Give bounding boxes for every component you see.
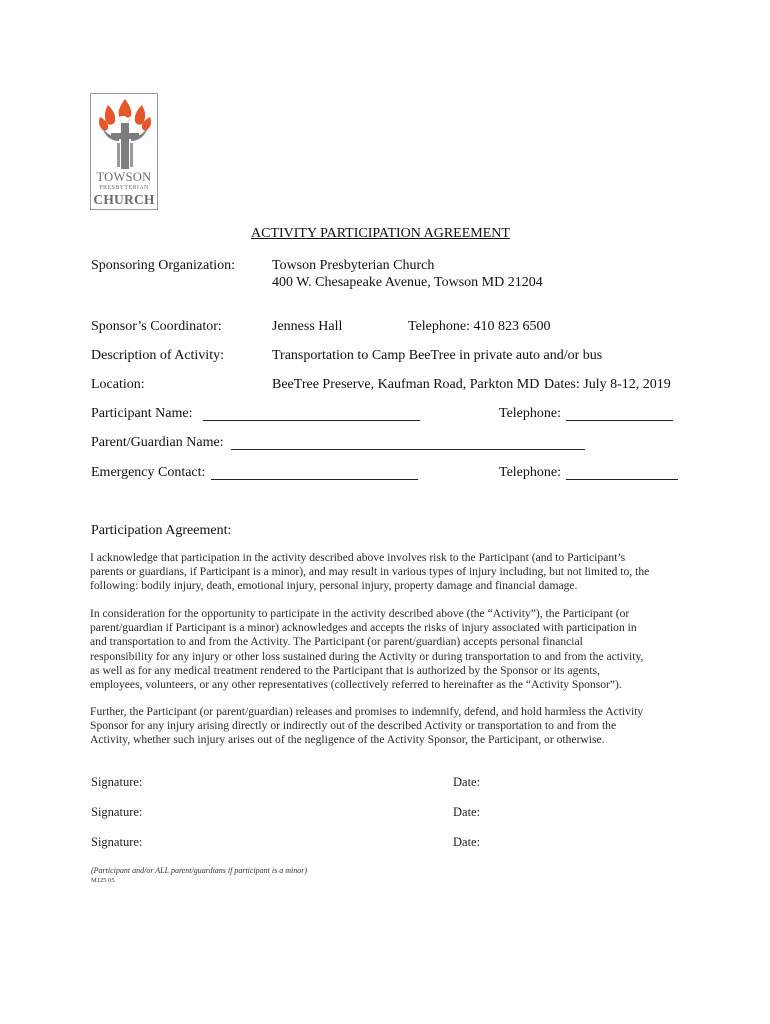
paragraph-line: In consideration for the opportunity to participate in the activity described above (the “Activity”), the Participant (or	[90, 607, 630, 620]
coordinator-phone: Telephone: 410 823 6500	[408, 319, 551, 334]
coordinator-name: Jenness Hall	[272, 319, 343, 334]
paragraph-line: following: bodily injury, death, emotional injury, personal injury, property damage and financial damage.	[90, 579, 578, 593]
emergency-phone-label: Telephone:	[499, 465, 561, 480]
logo-text-presbyterian: PRESBYTERIAN	[99, 185, 149, 191]
description-value: Transportation to Camp BeeTree in private auto and/or bus	[272, 348, 603, 363]
sponsoring-org-label: Sponsoring Organization:	[91, 258, 236, 273]
sponsoring-org-address: 400 W. Chesapeake Avenue, Towson MD 21204	[272, 275, 543, 290]
dates-value: : July 8-12, 2019	[575, 377, 671, 392]
signature-label-3: Signature:	[91, 835, 143, 849]
paragraph-line: and transportation to and from the Activity. The Participant (or parent/guardian) accepts personal financial	[90, 635, 583, 649]
paragraph-line: employees, volunteers, or any other representatives (collectively referred to hereinafter as the “Activity Sponsor”).	[90, 678, 622, 692]
church-logo	[90, 93, 158, 210]
document-title: ACTIVITY PARTICIPATION AGREEMENT	[251, 226, 510, 241]
participant-phone-label: Telephone:	[499, 406, 561, 421]
date-label-2: Date:	[453, 805, 481, 819]
paragraph-line: as well as for any medical treatment rendered to the Participant that is authorized by the Sponsor or its agents,	[90, 663, 600, 677]
guardian-name-field[interactable]	[231, 436, 585, 450]
paragraph-line: I acknowledge that participation in the activity described above involves risk to the Participant (and to Participant’s	[90, 551, 626, 564]
paragraph-line: parents or guardians, if Participant is a minor), and may result in various types of injury including, but not limited to, the	[90, 565, 650, 579]
date-label-1: Date:	[453, 775, 481, 789]
participant-name-label: Participant Name:	[91, 406, 193, 421]
dates-label: Dates	[544, 377, 576, 392]
agreement-paragraph-1	[90, 551, 680, 594]
paragraph-line: Activity, whether such injury arises out of the negligence of the Activity Sponsor, the Participant, or otherwise.	[90, 733, 605, 747]
agreement-paragraph-3	[90, 705, 680, 748]
agreement-paragraph-2	[90, 607, 680, 692]
location-label: Location:	[91, 377, 145, 392]
dates-field	[544, 377, 671, 393]
logo-text-church: CHURCH	[93, 192, 155, 207]
emergency-contact-label: Emergency Contact:	[91, 465, 206, 480]
signature-label-1: Signature:	[91, 775, 143, 789]
paragraph-line: Sponsor for any injury arising directly or indirectly out of the described Activity or transportation to and from the	[90, 719, 617, 733]
location-value: BeeTree Preserve, Kaufman Road, Parkton MD	[272, 377, 540, 392]
paragraph-line: responsibility for any injury or other loss sustained during the Activity or during transportation to and from the activity,	[90, 649, 644, 663]
signature-label-2: Signature:	[91, 805, 143, 819]
participant-phone-field[interactable]	[566, 407, 673, 421]
logo-text-towson: TOWSON	[96, 170, 152, 184]
paragraph-line: parent/guardian if Participant is a minor) acknowledges and accepts the risks of injury associated with participation in	[90, 621, 637, 635]
paragraph-line: Further, the Participant (or parent/guardian) releases and promises to indemnify, defend, and hold harmless the Activity	[90, 705, 644, 718]
emergency-phone-field[interactable]	[566, 466, 678, 480]
agreement-heading: Participation Agreement:	[91, 523, 232, 538]
coordinator-label: Sponsor’s Coordinator:	[91, 319, 222, 334]
date-label-3: Date:	[453, 835, 481, 849]
form-code: M125 05	[91, 877, 115, 884]
footer-note: (Participant and/or ALL parent/guardians if participant is a minor)	[91, 866, 308, 875]
description-label: Description of Activity:	[91, 348, 224, 363]
participant-name-field[interactable]	[203, 407, 420, 421]
emergency-contact-field[interactable]	[211, 466, 418, 480]
guardian-name-label: Parent/Guardian Name:	[91, 435, 224, 450]
flame-cross-icon	[97, 97, 153, 169]
sponsoring-org-name: Towson Presbyterian Church	[272, 258, 435, 273]
